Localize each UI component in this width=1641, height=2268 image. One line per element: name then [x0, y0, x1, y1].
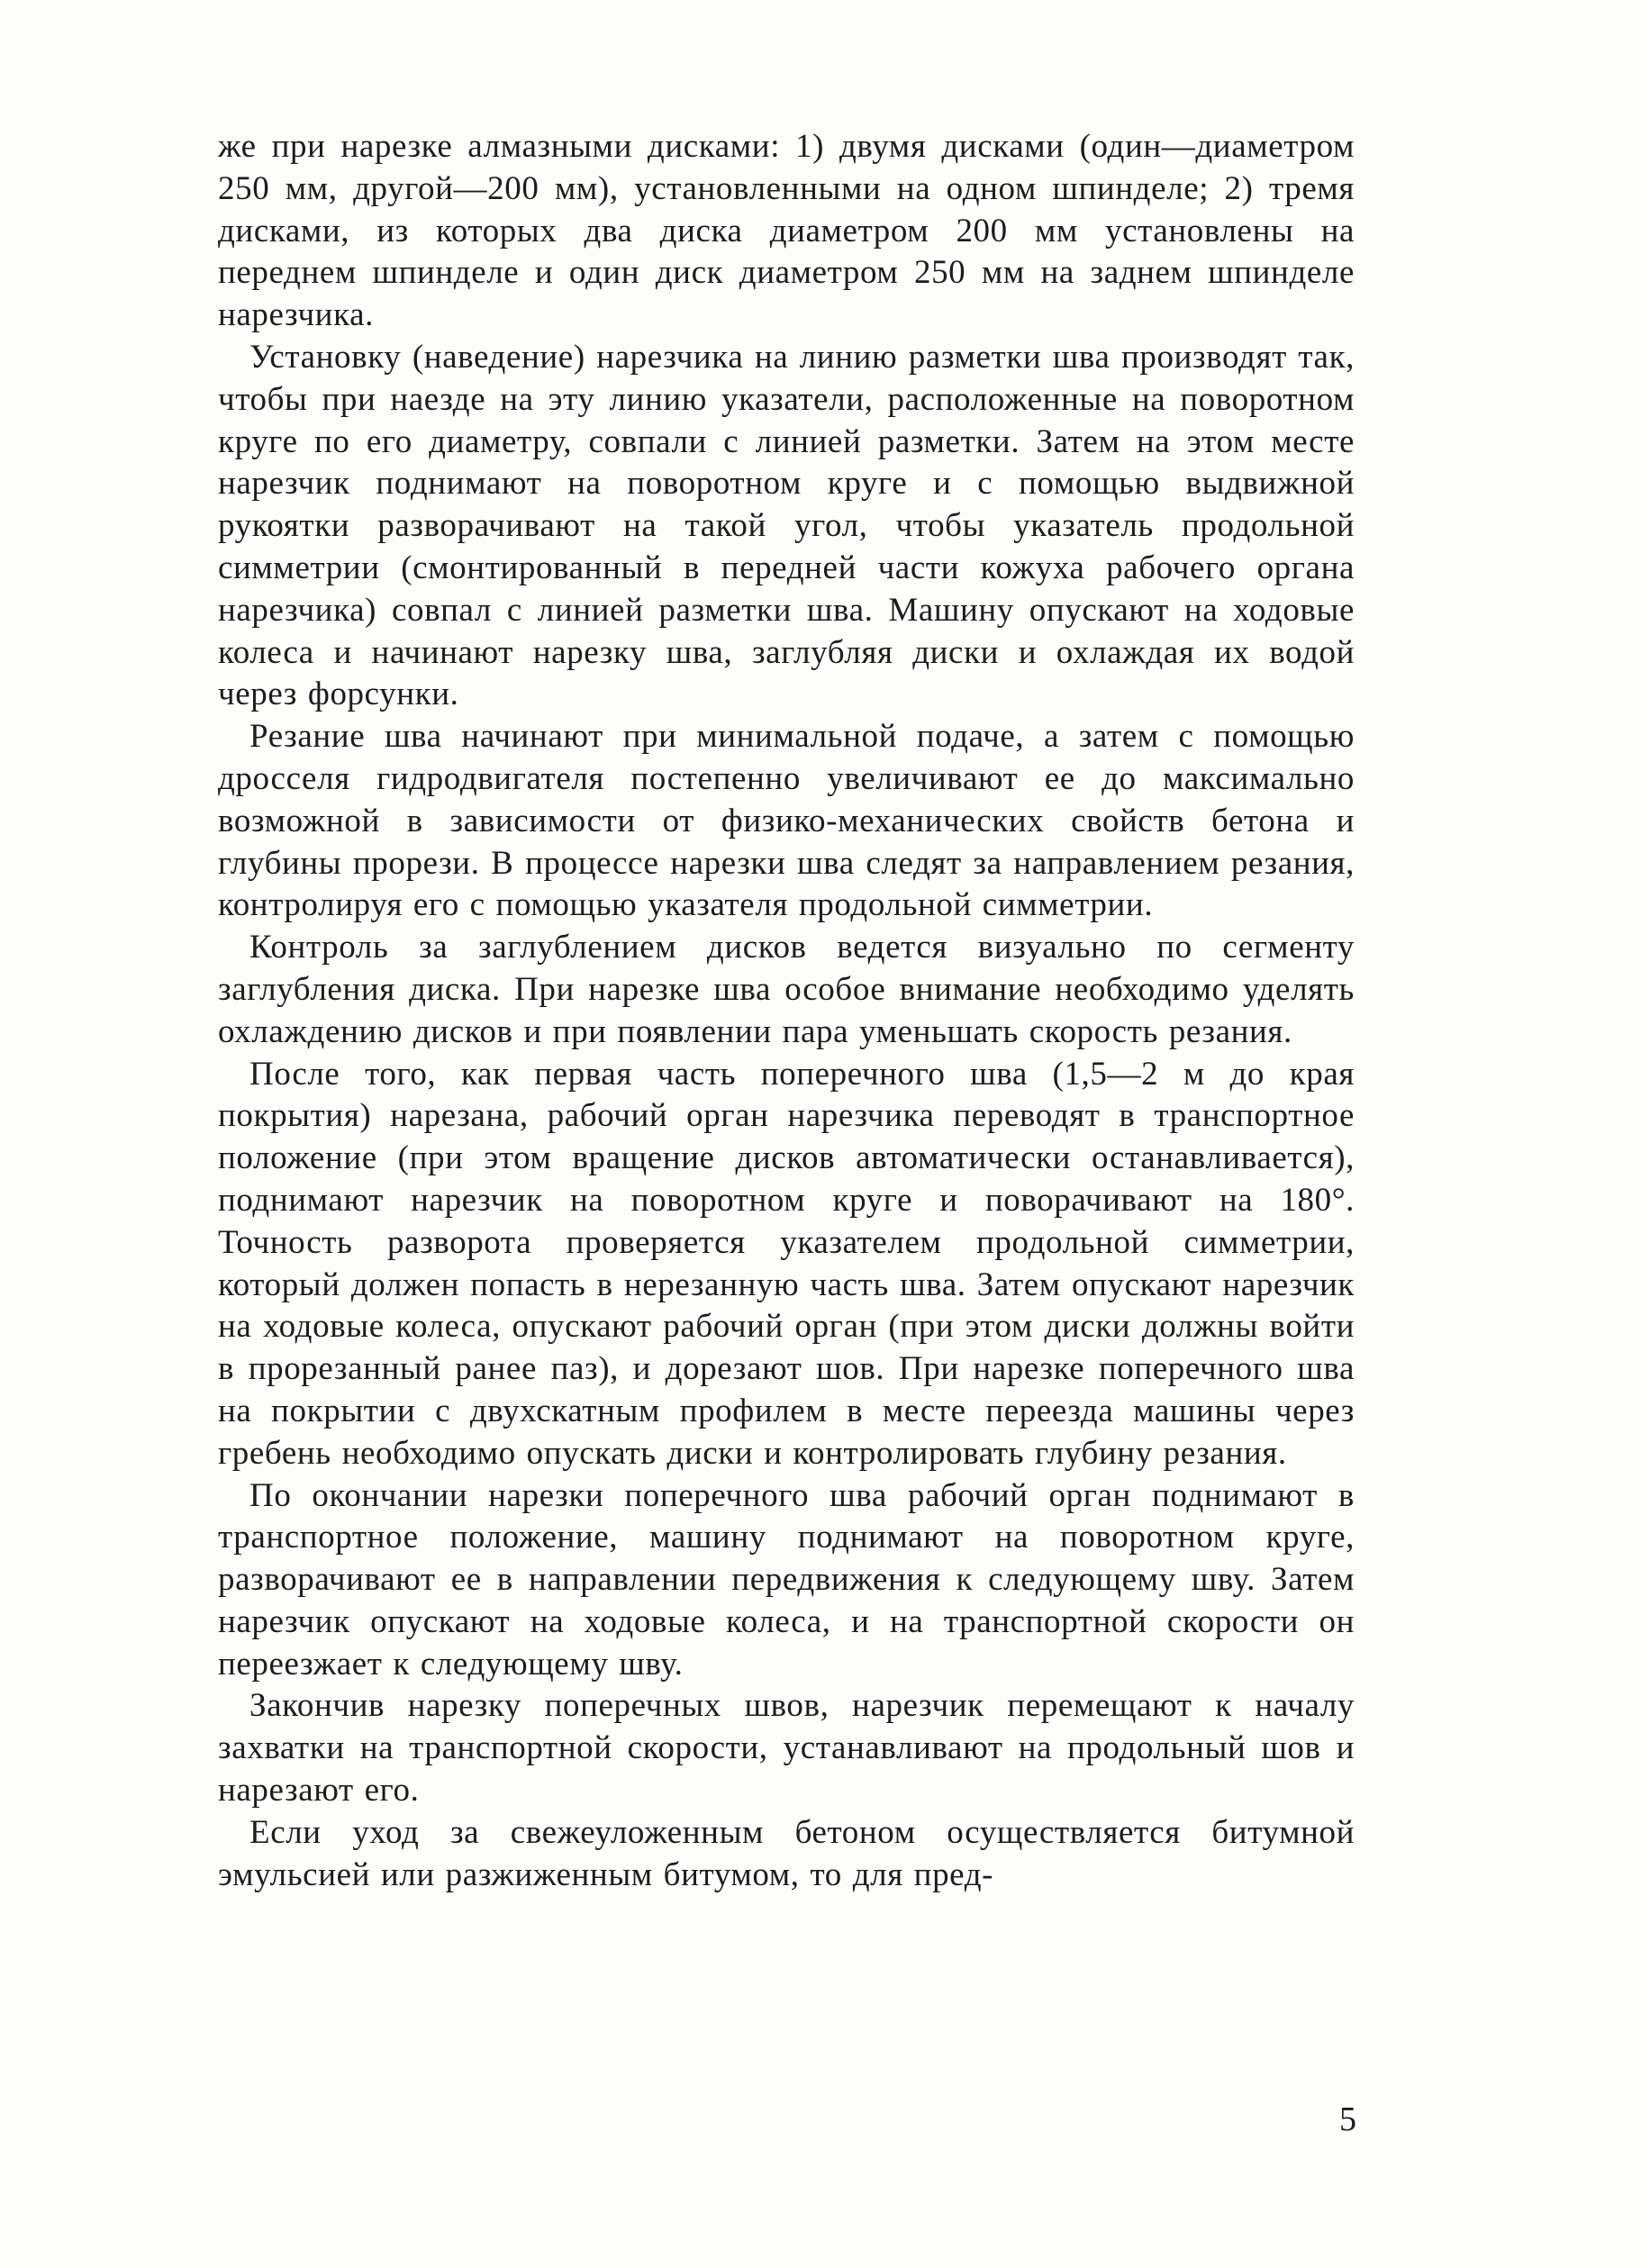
paragraph-2: Установку (наведение) нарезчика на линию разметки шва производят так, чтобы при наезде на эту линию указатели, расположенные на поворотном круге по его диаметру, совпали с линией разметки. Затем на этом месте нарезчик поднимают на поворотном круге и с помощью выдвижной рукоятки разворачивают на такой угол, чтобы указатель продольной симметрии (смонтированный в передней части кожуха рабочего органа нарезчика) совпал с линией разметки шва. Машину опускают на ходовые колеса и начинают нарезку шва, заглубляя диски и охлаждая их водой через форсунки. [218, 338, 1355, 713]
paragraph-6: По окончании нарезки поперечного шва рабочий орган поднимают в транспортное положение, машину поднимают на поворотном круге, разворачивают ее в направлении передвижения к следующему шву. Затем нарезчик опускают на ходовые колеса, и на транспортной скорости он переезжает к следующему шву. [218, 1476, 1355, 1683]
paragraph-5: После того, как первая часть поперечного шва (1,5—2 м до края покрытия) нарезана, рабочий орган нарезчика переводят в транспортное положение (при этом вращение дисков автоматически останавливается), поднимают нарезчик на поворотном круге и поворачивают на 180°. Точность разворота проверяется указателем продольной симметрии, который должен попасть в нерезанную часть шва. Затем опускают нарезчик на ходовые колеса, опускают рабочий орган (при этом диски должны войти в прорезанный ранее паз), и дорезают шов. При нарезке поперечного шва на покрытии с двухскатным профилем в месте переезда машины через гребень необходимо опускать диски и контролировать глубину резания. [218, 1055, 1355, 1472]
paragraph-7: Закончив нарезку поперечных швов, нарезчик перемещают к началу захватки на транспортной скорости, устанавливают на продольный шов и нарезают его. [218, 1687, 1355, 1810]
text-column [218, 126, 1355, 1896]
paragraph-4: Контроль за заглублением дисков ведется визуально по сегменту заглубления диска. При нарезке шва особое внимание необходимо уделять охлаждению дисков и при появлении пара уменьшать скорость резания. [218, 929, 1355, 1050]
page-number: 5 [1339, 2100, 1356, 2138]
paragraph-8: Если уход за свежеуложенным бетоном осуществляется битумной эмульсией или разжиженным битумом, то для пред- [218, 1813, 1355, 1893]
paragraph-1: же при нарезке алмазными дисками: 1) двумя дисками (один—диаметром 250 мм, другой—200 мм), установленными на одном шпинделе; 2) тремя дисками, из которых два диска диаметром 200 мм установлены на переднем шпинделе и один диск диаметром 250 мм на заднем шпинделе нарезчика. [218, 128, 1355, 334]
paragraph-3: Резание шва начинают при минимальной подаче, а затем с помощью дросселя гидродвигателя постепенно увеличивают ее до максимально возможной в зависимости от физико-механических свойств бетона и глубины прорези. В процессе нарезки шва следят за направлением резания, контролируя его с помощью указателя продольной симметрии. [218, 718, 1355, 924]
